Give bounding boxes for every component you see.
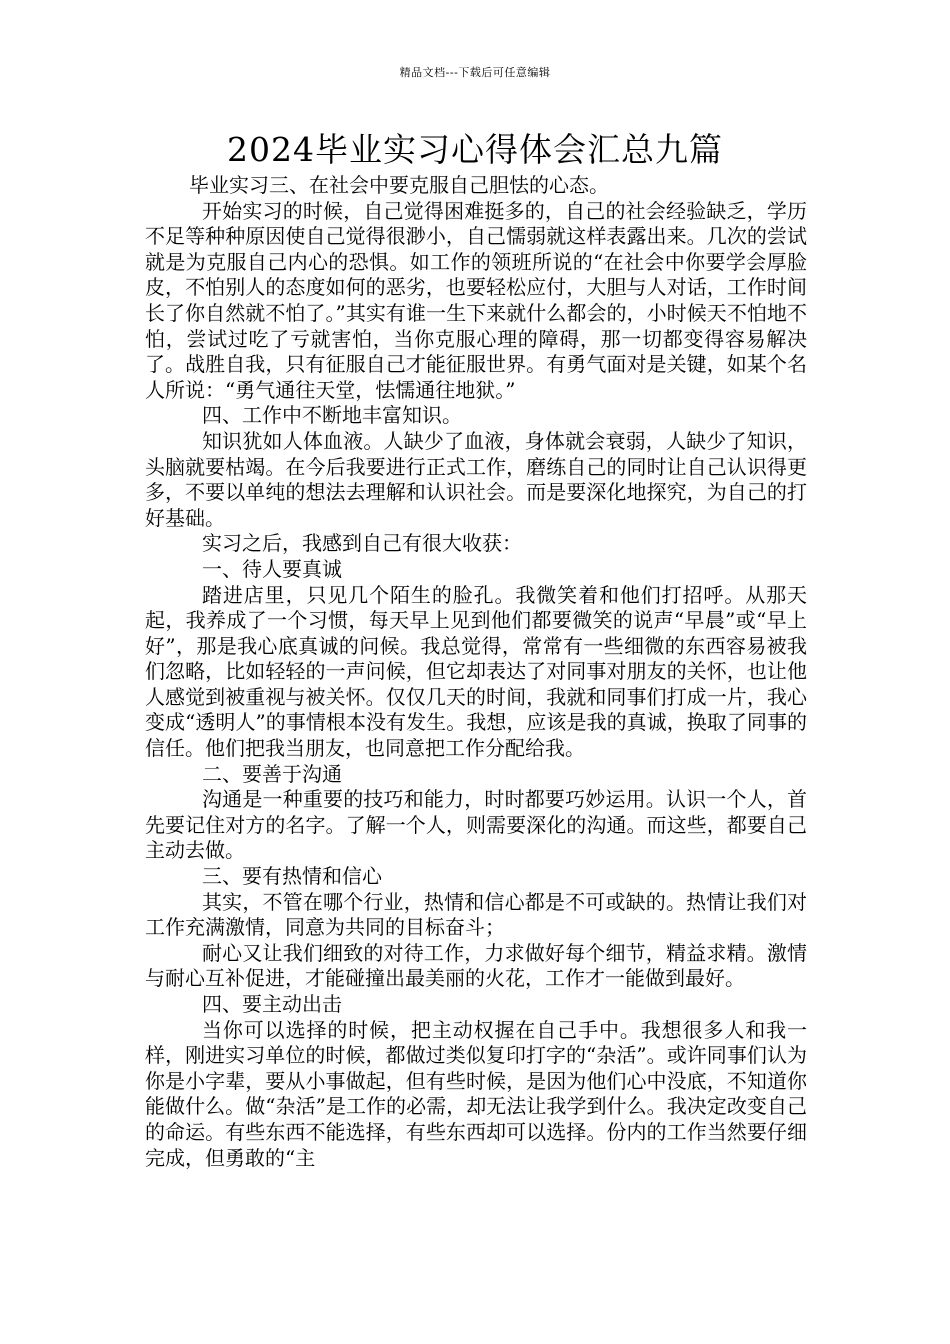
paragraph: 实习之后，我感到自己有很大收获：: [202, 531, 522, 556]
paragraph: 开始实习的时候，自己觉得困难挺多的，自己的社会经验缺乏，学历不足等种种原因使自己觉得很渺小，自己懦弱就这样表露出来。几次的尝试就是为克服自己内心的恐惧。如工作的领班所说的“在社会中你要学会厚脸皮，不怕别人的态度如何的恶劣，也要轻松应付，大胆与人对话，工作时间长了你自然就不怕了。”其实有谁一生下来就什么都会的，小时候天不怕地不怕，尝试过吃了亏就害怕，当你克服心理的障碍，那一切都变得容易解决了。战胜自我，只有征服自己才能征服世界。有勇气面对是关键，如某个名人所说：“勇气通往天堂，怯懦通往地狱。”: [145, 198, 807, 402]
paragraph: 当你可以选择的时候，把主动权握在自己手中。我想很多人和我一样，刚进实习单位的时候，都做过类似复印打字的“杂活”。或许同事们认为你是小字辈，要从小事做起，但有些时候，是因为他们心中没底，不知道你能做什么。做“杂活”是工作的必需，却无法让我学到什么。我决定改变自己的命运。有些东西不能选择，有些东西却可以选择。份内的工作当然要仔细完成，但勇敢的“主: [145, 1017, 807, 1170]
paragraph: 毕业实习三、在社会中要克服自己胆怯的心态。: [189, 173, 609, 197]
paragraph: 二、要善于沟通: [202, 761, 342, 786]
page-header: 精品文档---下载后可任意编辑: [399, 66, 551, 79]
paragraph: 四、工作中不断地丰富知识。: [202, 403, 462, 428]
paragraph: 沟通是一种重要的技巧和能力，时时都要巧妙运用。认识一个人，首先要记住对方的名字。了解一个人，则需要深化的沟通。而这些，都要自己主动去做。: [145, 787, 807, 863]
paragraph: 知识犹如人体血液。人缺少了血液，身体就会衰弱，人缺少了知识，头脑就要枯竭。在今后我要进行正式工作，磨练自己的同时让自己认识得更多，不要以单纯的想法去理解和认识社会。而是要深化地探究，为自己的打好基础。: [145, 428, 807, 530]
paragraph: 耐心又让我们细致的对待工作，力求做好每个细节，精益求精。激情与耐心互补促进，才能碰撞出最美丽的火花，工作才一能做到最好。: [145, 940, 807, 991]
paragraph: 踏进店里，只见几个陌生的脸孔。我微笑着和他们打招呼。从那天起，我养成了一个习惯，每天早上见到他们都要微笑的说声“早晨”或“早上好”，那是我心底真诚的问候。我总觉得，常常有一些细微的东西容易被我们忽略，比如轻轻的一声问候，但它却表达了对同事对朋友的关怀，也让他人感觉到被重视与被关怀。仅仅几天的时间，我就和同事们打成一片，我心变成“透明人”的事情根本没有发生。我想，应该是我的真诚，换取了同事的信任。他们把我当朋友，也同意把工作分配给我。: [145, 582, 807, 761]
paragraph: 其实，不管在哪个行业，热情和信心都是不可或缺的。热情让我们对工作充满激情，同意为共同的目标奋斗；: [145, 889, 807, 940]
document-title: 2024毕业实习心得体会汇总九篇: [227, 130, 723, 169]
paragraph: 一、待人要真诚: [202, 556, 342, 581]
paragraph: 三、要有热情和信心: [202, 864, 382, 889]
document-body: [145, 173, 807, 1171]
paragraph: 四、要主动出击: [202, 992, 342, 1016]
